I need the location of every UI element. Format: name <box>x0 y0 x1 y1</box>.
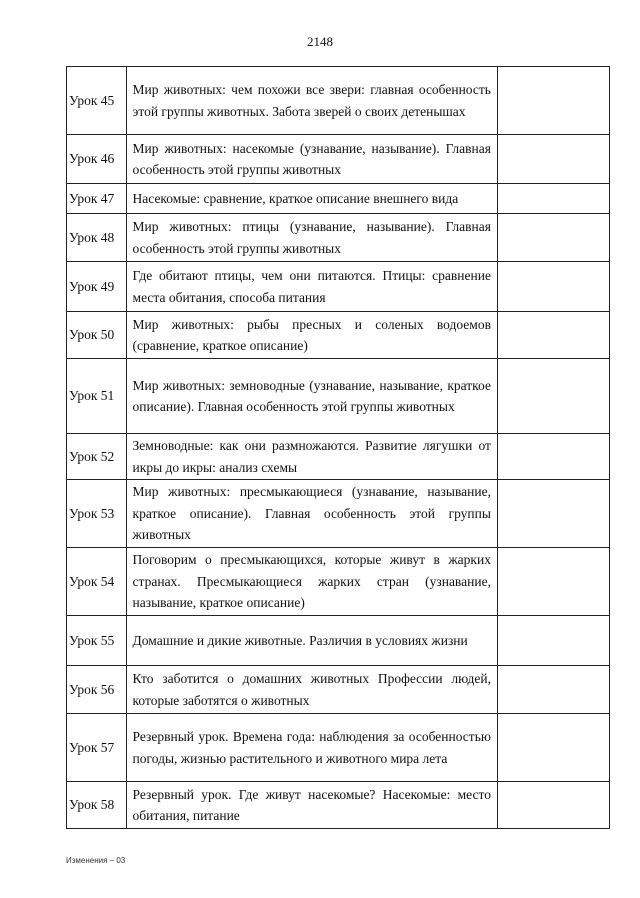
lesson-notes-cell <box>497 312 609 359</box>
lesson-notes-cell <box>497 359 609 434</box>
lesson-row <box>67 782 610 829</box>
footer-note: Изменения – 03 <box>66 856 126 865</box>
lesson-notes-cell <box>497 480 609 548</box>
lesson-topic: Где обитают птицы, чем они питаются. Птицы: сравнение места обитания, способа питания <box>126 262 497 312</box>
lesson-notes-cell <box>497 548 609 616</box>
lesson-topic: Домашние и дикие животные. Различия в условиях жизни <box>126 616 497 666</box>
lesson-row <box>67 666 610 714</box>
lesson-row <box>67 434 610 480</box>
lesson-topic: Мир животных: земноводные (узнавание, называние, краткое описание). Главная особенность этой группы животных <box>126 359 497 434</box>
lesson-rows <box>67 67 610 829</box>
lesson-row <box>67 480 610 548</box>
lesson-name: Урок 55 <box>67 616 127 666</box>
lesson-row <box>67 262 610 312</box>
lesson-notes-cell <box>497 262 609 312</box>
lesson-notes-cell <box>497 434 609 480</box>
lesson-notes-cell <box>497 666 609 714</box>
lesson-topic: Мир животных: рыбы пресных и соленых водоемов (сравнение, краткое описание) <box>126 312 497 359</box>
lesson-row <box>67 359 610 434</box>
lesson-name: Урок 45 <box>67 67 127 135</box>
lesson-notes-cell <box>497 782 609 829</box>
lesson-name: Урок 48 <box>67 214 127 262</box>
lesson-notes-cell <box>497 184 609 214</box>
lesson-topic: Поговорим о пресмыкающихся, которые живут в жарких странах. Пресмыкающиеся жарких стран (узнавание, называние, краткое описание) <box>126 548 497 616</box>
page-number: 2148 <box>307 34 333 49</box>
lesson-name: Урок 57 <box>67 714 127 782</box>
lesson-row <box>67 714 610 782</box>
lesson-row <box>67 67 610 135</box>
lesson-name: Урок 56 <box>67 666 127 714</box>
lesson-name: Урок 52 <box>67 434 127 480</box>
lesson-name: Урок 47 <box>67 184 127 214</box>
lesson-notes-cell <box>497 135 609 184</box>
lesson-name: Урок 54 <box>67 548 127 616</box>
lesson-name: Урок 49 <box>67 262 127 312</box>
lesson-topic: Мир животных: насекомые (узнавание, называние). Главная особенность этой группы животных <box>126 135 497 184</box>
lesson-row <box>67 135 610 184</box>
lesson-row <box>67 184 610 214</box>
lesson-row <box>67 548 610 616</box>
lesson-topic: Резервный урок. Времена года: наблюдения за особенностью погоды, жизнью растительного и животного мира лета <box>126 714 497 782</box>
lesson-name: Урок 53 <box>67 480 127 548</box>
lesson-topic: Мир животных: пресмыкающиеся (узнавание, называние, краткое описание). Главная особенность этой группы животных <box>126 480 497 548</box>
lesson-notes-cell <box>497 67 609 135</box>
lesson-topic: Мир животных: чем похожи все звери: главная особенность этой группы животных. Забота зверей о своих детенышах <box>126 67 497 135</box>
lesson-notes-cell <box>497 214 609 262</box>
lesson-notes-cell <box>497 714 609 782</box>
lesson-name: Урок 58 <box>67 782 127 829</box>
lesson-row <box>67 616 610 666</box>
lesson-topic: Резервный урок. Где живут насекомые? Насекомые: место обитания, питание <box>126 782 497 829</box>
lesson-topic: Кто заботится о домашних животных Профессии людей, которые заботятся о животных <box>126 666 497 714</box>
lesson-topic: Насекомые: сравнение, краткое описание внешнего вида <box>126 184 497 214</box>
lesson-name: Урок 50 <box>67 312 127 359</box>
lesson-row <box>67 214 610 262</box>
lesson-row <box>67 312 610 359</box>
lesson-topic: Мир животных: птицы (узнавание, называние). Главная особенность этой группы животных <box>126 214 497 262</box>
lesson-notes-cell <box>497 616 609 666</box>
lesson-table <box>66 66 610 829</box>
lesson-name: Урок 51 <box>67 359 127 434</box>
lesson-topic: Земноводные: как они размножаются. Развитие лягушки от икры до икры: анализ схемы <box>126 434 497 480</box>
lesson-name: Урок 46 <box>67 135 127 184</box>
